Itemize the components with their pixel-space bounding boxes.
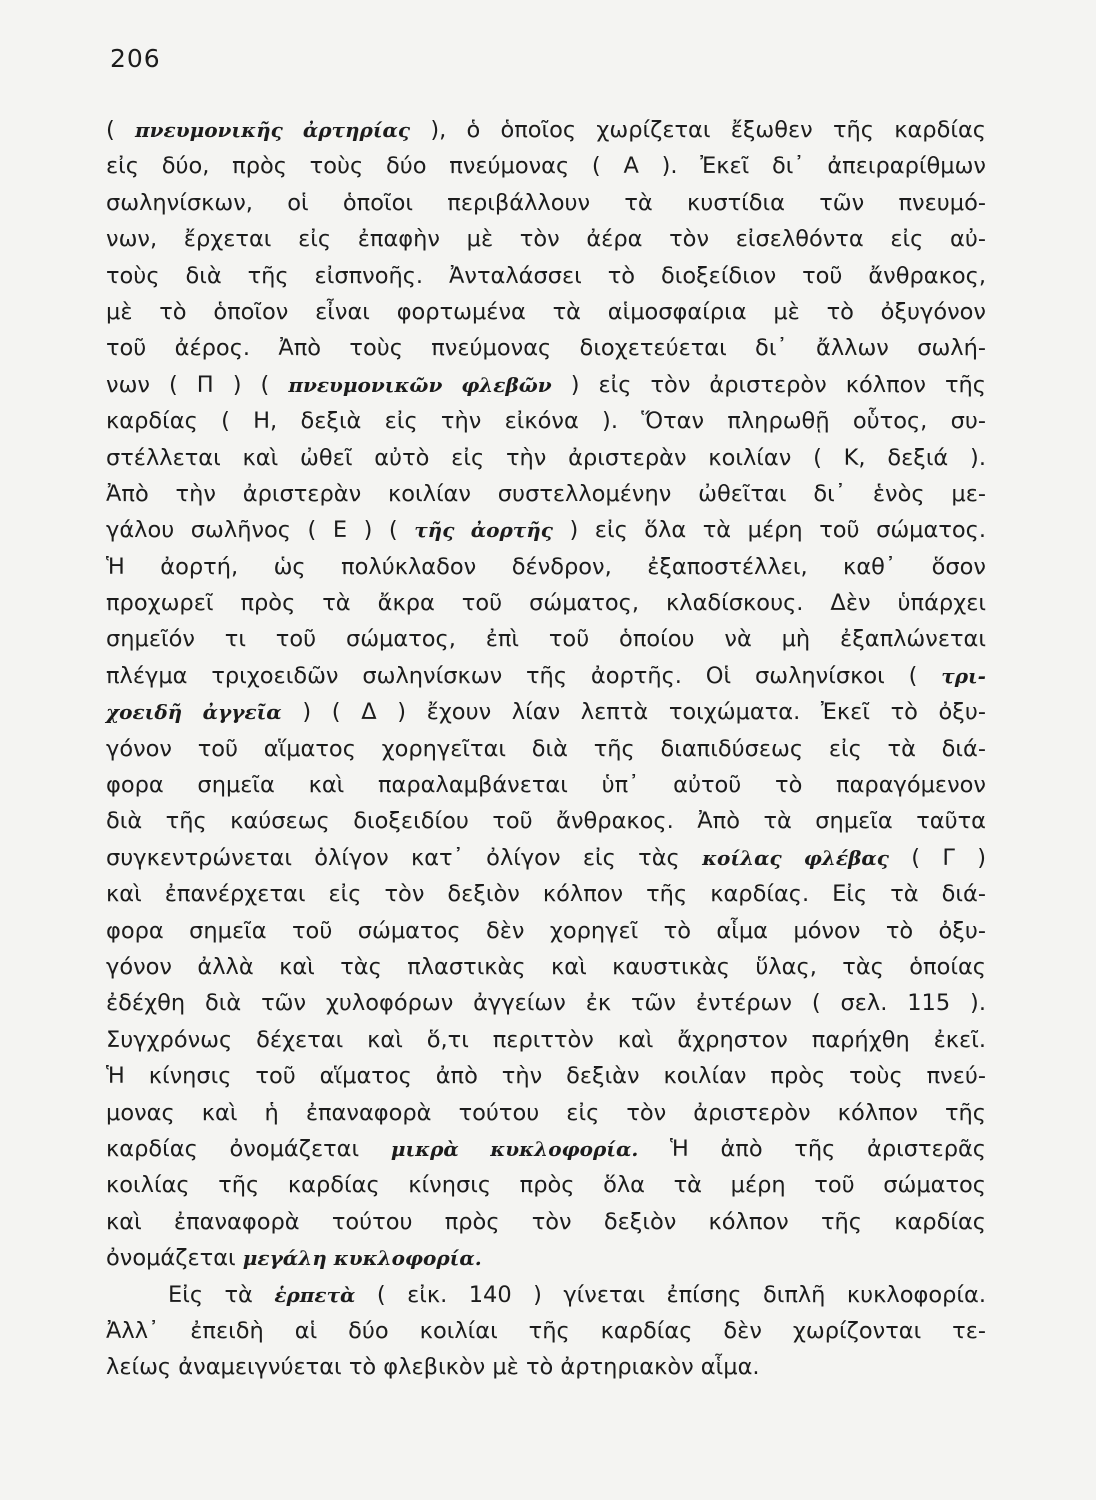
text-segment: ) ( Δ ) ἔχουν λίαν λεπτὰ τοιχώματα. Ἐκεῖ τὸ ὀξυ- (281, 699, 986, 726)
text-segment: σημεῖόν τι τοῦ σώματος, ἐπὶ τοῦ ὁποίου νὰ μὴ ἐξαπλώνεται (106, 626, 986, 653)
text-line (106, 658, 986, 694)
text-line (106, 1022, 986, 1058)
emphasized-term: τῆς ἀορτῆς (414, 518, 553, 543)
text-segment: τοὺς διὰ τῆς εἰσπνοῆς. Ἀνταλάσσει τὸ διοξείδιον τοῦ ἄνθρακος, (106, 262, 986, 289)
text-segment: τοῦ ἀέρος. Ἀπὸ τοὺς πνεύμονας διοχετεύεται δι᾽ ἄλλων σωλή- (106, 335, 986, 362)
text-line (106, 367, 986, 403)
text-segment: γόνον ἀλλὰ καὶ τὰς πλαστικὰς καὶ καυστικὰς ὕλας, τὰς ὁποίας (106, 953, 986, 980)
text-line (106, 294, 986, 330)
text-line (106, 440, 986, 476)
text-line (106, 1131, 986, 1167)
text-line (106, 148, 986, 184)
text-line (106, 403, 986, 439)
text-segment: φορα σημεῖα καὶ παραλαμβάνεται ὑπ᾽ αὐτοῦ τὸ παραγόμενον (106, 772, 986, 799)
emphasized-term: ἑρπετὰ (274, 1282, 356, 1307)
text-line (106, 512, 986, 548)
text-segment: στέλλεται καὶ ὠθεῖ αὐτὸ εἰς τὴν ἀριστερὰν κοιλίαν ( Κ, δεξιά ). (106, 444, 986, 471)
text-line (106, 767, 986, 803)
text-segment: καὶ ἐπανέρχεται εἰς τὸν δεξιὸν κόλπον τῆς καρδίας. Εἰς τὰ διά- (106, 881, 986, 908)
text-line (106, 985, 986, 1021)
text-line (106, 694, 986, 730)
emphasized-term: πνευμονικῆς ἀρτηρίας (135, 118, 411, 142)
text-segment: κοιλίας τῆς καρδίας κίνησις πρὸς ὅλα τὰ μέρη τοῦ σώματος (106, 1172, 986, 1199)
text-segment: συγκεντρώνεται ὀλίγον κατ᾽ ὀλίγον εἰς τὰς (106, 844, 703, 871)
text-line (106, 1313, 986, 1349)
text-line (106, 549, 986, 585)
text-segment: εἰς δύο, πρὸς τοὺς δύο πνεύμονας ( Α ). Ἐκεῖ δι᾽ ἀπειραρίθμων (106, 153, 986, 180)
text-segment: ( εἰκ. 140 ) γίνεται ἐπίσης διπλῆ κυκλοφορία. (355, 1281, 986, 1308)
text-line (106, 258, 986, 294)
text-line (106, 185, 986, 221)
text-line (106, 949, 986, 985)
text-segment: Ἀλλ᾽ ἐπειδὴ αἱ δύο κοιλίαι τῆς καρδίας δὲν χωρίζονται τε- (106, 1317, 986, 1344)
text-segment: ἐδέχθη διὰ τῶν χυλοφόρων ἀγγείων ἐκ τῶν ἐντέρων ( σελ. 115 ). (106, 990, 986, 1017)
text-line (106, 330, 986, 366)
text-segment: γάλου σωλῆνος ( Ε ) ( (106, 517, 415, 544)
text-segment: μονας καὶ ἡ ἐπαναφορὰ τούτου εἰς τὸν ἀριστερὸν κόλπον τῆς (106, 1099, 986, 1126)
text-segment: λείως ἀναμειγνύεται τὸ φλεβικὸν μὲ τὸ ἀρτηριακὸν αἷμα. (106, 1354, 760, 1381)
text-segment: μὲ τὸ ὁποῖον εἶναι φορτωμένα τὰ αἱμοσφαίρια μὲ τὸ ὀξυγόνον (106, 298, 986, 325)
emphasized-term: μικρὰ κυκλοφορία. (390, 1136, 639, 1161)
text-line (106, 1095, 986, 1131)
text-segment: Ἡ ἀπὸ τῆς ἀριστερᾶς (638, 1135, 987, 1162)
page-number: 206 (110, 44, 161, 73)
text-segment: καρδίας ( Η, δεξιὰ εἰς τὴν εἰκόνα ). Ὅταν πληρωθῇ οὗτος, συ- (106, 408, 986, 435)
emphasized-term: χοειδῆ ἀγγεῖα (106, 700, 282, 725)
text-line (106, 731, 986, 767)
text-segment: ), ὁ ὁποῖος χωρίζεται ἔξωθεν τῆς καρδίας (410, 117, 987, 143)
text-line (106, 913, 986, 949)
text-segment: πλέγμα τριχοειδῶν σωληνίσκων τῆς ἀορτῆς. Οἱ σωληνίσκοι ( (106, 662, 942, 689)
text-line (106, 476, 986, 512)
text-line (106, 1058, 986, 1094)
emphasized-term: τρι- (941, 663, 986, 688)
text-line (106, 1204, 986, 1240)
text-segment: καὶ ἐπαναφορὰ τούτου πρὸς τὸν δεξιὸν κόλπον τῆς καρδίας (106, 1208, 986, 1235)
text-segment: καρδίας ὀνομάζεται (106, 1135, 391, 1162)
text-segment: ) εἰς ὅλα τὰ μέρη τοῦ σώματος. (552, 517, 986, 544)
text-segment: ( Γ ) (888, 844, 986, 871)
text-line (106, 1240, 986, 1276)
text-segment: ( (106, 117, 136, 143)
text-segment: Ἡ κίνησις τοῦ αἵματος ἀπὸ τὴν δεξιὰν κοιλίαν πρὸς τοὺς πνεύ- (106, 1063, 986, 1090)
text-segment: Ἀπὸ τὴν ἀριστερὰν κοιλίαν συστελλομένην ὠθεῖται δι᾽ ἑνὸς με- (106, 480, 986, 507)
text-segment: φορα σημεῖα τοῦ σώματος δὲν χορηγεῖ τὸ αἷμα μόνον τὸ ὀξυ- (106, 917, 986, 944)
text-segment: διὰ τῆς καύσεως διοξειδίου τοῦ ἄνθρακος. Ἀπὸ τὰ σημεῖα ταῦτα (106, 808, 986, 835)
text-line (106, 585, 986, 621)
text-line (106, 1167, 986, 1203)
text-segment: προχωρεῖ πρὸς τὰ ἄκρα τοῦ σώματος, κλαδίσκους. Δὲν ὑπάρχει (106, 590, 986, 617)
text-segment: ὀνομάζεται (106, 1245, 243, 1272)
text-line (106, 621, 986, 657)
text-segment: σωληνίσκων, οἱ ὁποῖοι περιβάλλουν τὰ κυστίδια τῶν πνευμό- (106, 189, 986, 216)
emphasized-term: κοίλας φλέβας (702, 845, 889, 870)
text-line (106, 112, 986, 148)
text-line (106, 1277, 986, 1313)
body-text (106, 112, 986, 1386)
emphasized-term: μεγάλη κυκλοφορία. (242, 1246, 482, 1271)
text-segment: νων, ἔρχεται εἰς ἐπαφὴν μὲ τὸν ἀέρα τὸν εἰσελθόντα εἰς αὐ- (106, 226, 986, 253)
text-line (106, 803, 986, 839)
text-segment: νων ( Π ) ( (106, 371, 289, 398)
text-line (106, 840, 986, 876)
text-segment: Ἡ ἀορτή, ὡς πολύκλαδον δένδρον, ἐξαποστέλλει, καθ᾽ ὅσον (106, 553, 986, 580)
emphasized-term: πνευμονικῶν φλεβῶν (288, 372, 552, 397)
text-segment: Εἰς τὰ (168, 1281, 275, 1308)
text-line (106, 1349, 986, 1385)
text-segment: γόνον τοῦ αἵματος χορηγεῖται διὰ τῆς διαπιδύσεως εἰς τὰ διά- (106, 735, 986, 762)
text-line (106, 876, 986, 912)
text-segment: ) εἰς τὸν ἀριστερὸν κόλπον τῆς (551, 371, 986, 398)
text-line (106, 221, 986, 257)
text-segment: Συγχρόνως δέχεται καὶ ὅ,τι περιττὸν καὶ ἄχρηστον παρήχθη ἐκεῖ. (106, 1026, 986, 1053)
